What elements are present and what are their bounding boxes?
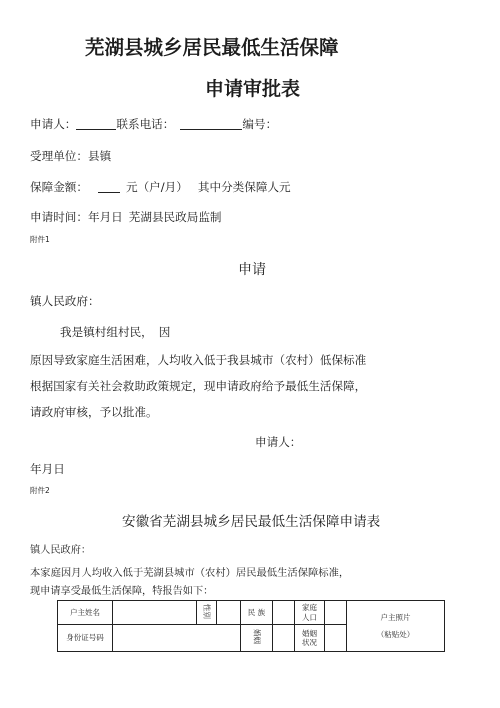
- attachment1-tag: 附件1: [30, 235, 50, 244]
- applicant-label: 申请人：: [30, 117, 77, 131]
- marital-status-label-l2: 状况: [302, 638, 317, 647]
- household-size-value-cell: [325, 601, 347, 625]
- attachment2-heading: 安徽省芜湖县城乡居民最低生活保障申请表: [122, 514, 381, 530]
- gender-value-cell: [217, 601, 241, 625]
- accepting-unit-line: 受理单位：县镇: [30, 149, 112, 163]
- amount-note: 其中分类保障人元: [197, 180, 291, 194]
- row2-vertical-value-cell: [273, 625, 295, 652]
- application-time: 申请时间：年月日: [30, 210, 123, 224]
- attachment2-tag: 附件2: [30, 486, 50, 495]
- id-number-value-cell: [113, 625, 241, 652]
- amount-line: [30, 182, 291, 194]
- ethnicity-value-cell: [273, 601, 295, 625]
- number-label: 编号：: [242, 117, 278, 131]
- attachment1-paragraph-line2: 原因导致家庭生活困难，人均收入低于我县城市（农村）低保标准: [30, 353, 367, 367]
- head-name-label-text: 户主姓名: [70, 607, 100, 617]
- application-time-line: [30, 212, 222, 224]
- phone-label: 联系电话：: [116, 117, 175, 131]
- amount-unit: 元（户/月）: [125, 180, 188, 194]
- photo-label-l1: 户主照片: [380, 613, 411, 623]
- phone-blank: [180, 120, 242, 130]
- marital-status-label: [295, 625, 325, 652]
- attachment1-paragraph-line3: 根据国家有关社会救助政策规定，现申请政府给予最低生活保障，: [30, 379, 367, 393]
- household-size-label: [295, 601, 325, 625]
- attachment1-heading: 申请: [238, 262, 266, 278]
- attachment1-signature: 申请人：: [255, 435, 302, 449]
- head-name-value-cell: [113, 601, 197, 625]
- attachment1-paragraph-line1: [60, 327, 170, 339]
- paragraph-line1-a: 我是镇村组村民，: [60, 325, 153, 339]
- gender-label-text: 性别: [202, 603, 212, 619]
- amount-blank: [98, 183, 120, 193]
- head-name-label: [58, 601, 113, 625]
- photo-label-l2: （粘贴处）: [376, 629, 415, 639]
- attachment1-paragraph-line4: 请政府审核，予以批准。: [30, 405, 158, 419]
- household-size-label-l1: 家庭: [302, 603, 317, 613]
- marital-status-value-cell: [325, 625, 347, 652]
- attachment1-salutation: 镇人民政府：: [30, 294, 100, 308]
- form-title-line1: 芜湖县城乡居民最低生活保障: [85, 36, 339, 59]
- id-number-label-text: 身份证号码: [66, 633, 104, 643]
- attachment2-intro-line2: 现申请享受最低生活保障，特报告如下：: [30, 586, 214, 597]
- marital-status-label-l1: 婚姻: [302, 628, 317, 638]
- row2-vertical-label: [241, 625, 273, 652]
- applicant-blank: [76, 120, 116, 130]
- form-title-line2: 申请审批表: [205, 78, 301, 100]
- applicant-line: [30, 119, 277, 131]
- attachment2-salutation: 镇人民政府：: [30, 545, 92, 556]
- attachment2-intro-line1: 本家庭因月人均收入低于芜湖县城市（农村）居民最低生活保障标准，: [30, 567, 350, 579]
- id-number-label: [58, 625, 113, 652]
- amount-label: 保障金额：: [30, 180, 88, 194]
- table-row: [58, 601, 445, 625]
- row2-vertical-label-text: 婚姻: [252, 629, 262, 645]
- application-table: [57, 600, 445, 652]
- household-size-label-l2: 人口: [302, 612, 317, 622]
- attachment1-date: 年月日: [30, 462, 65, 476]
- issuer-text: 芜湖县民政局监制: [128, 210, 222, 224]
- photo-cell: [347, 601, 445, 652]
- ethnicity-label-text: 民 族: [247, 607, 266, 617]
- paragraph-line1-b: 因: [158, 325, 171, 339]
- gender-label: [197, 601, 217, 625]
- ethnicity-label: [241, 601, 273, 625]
